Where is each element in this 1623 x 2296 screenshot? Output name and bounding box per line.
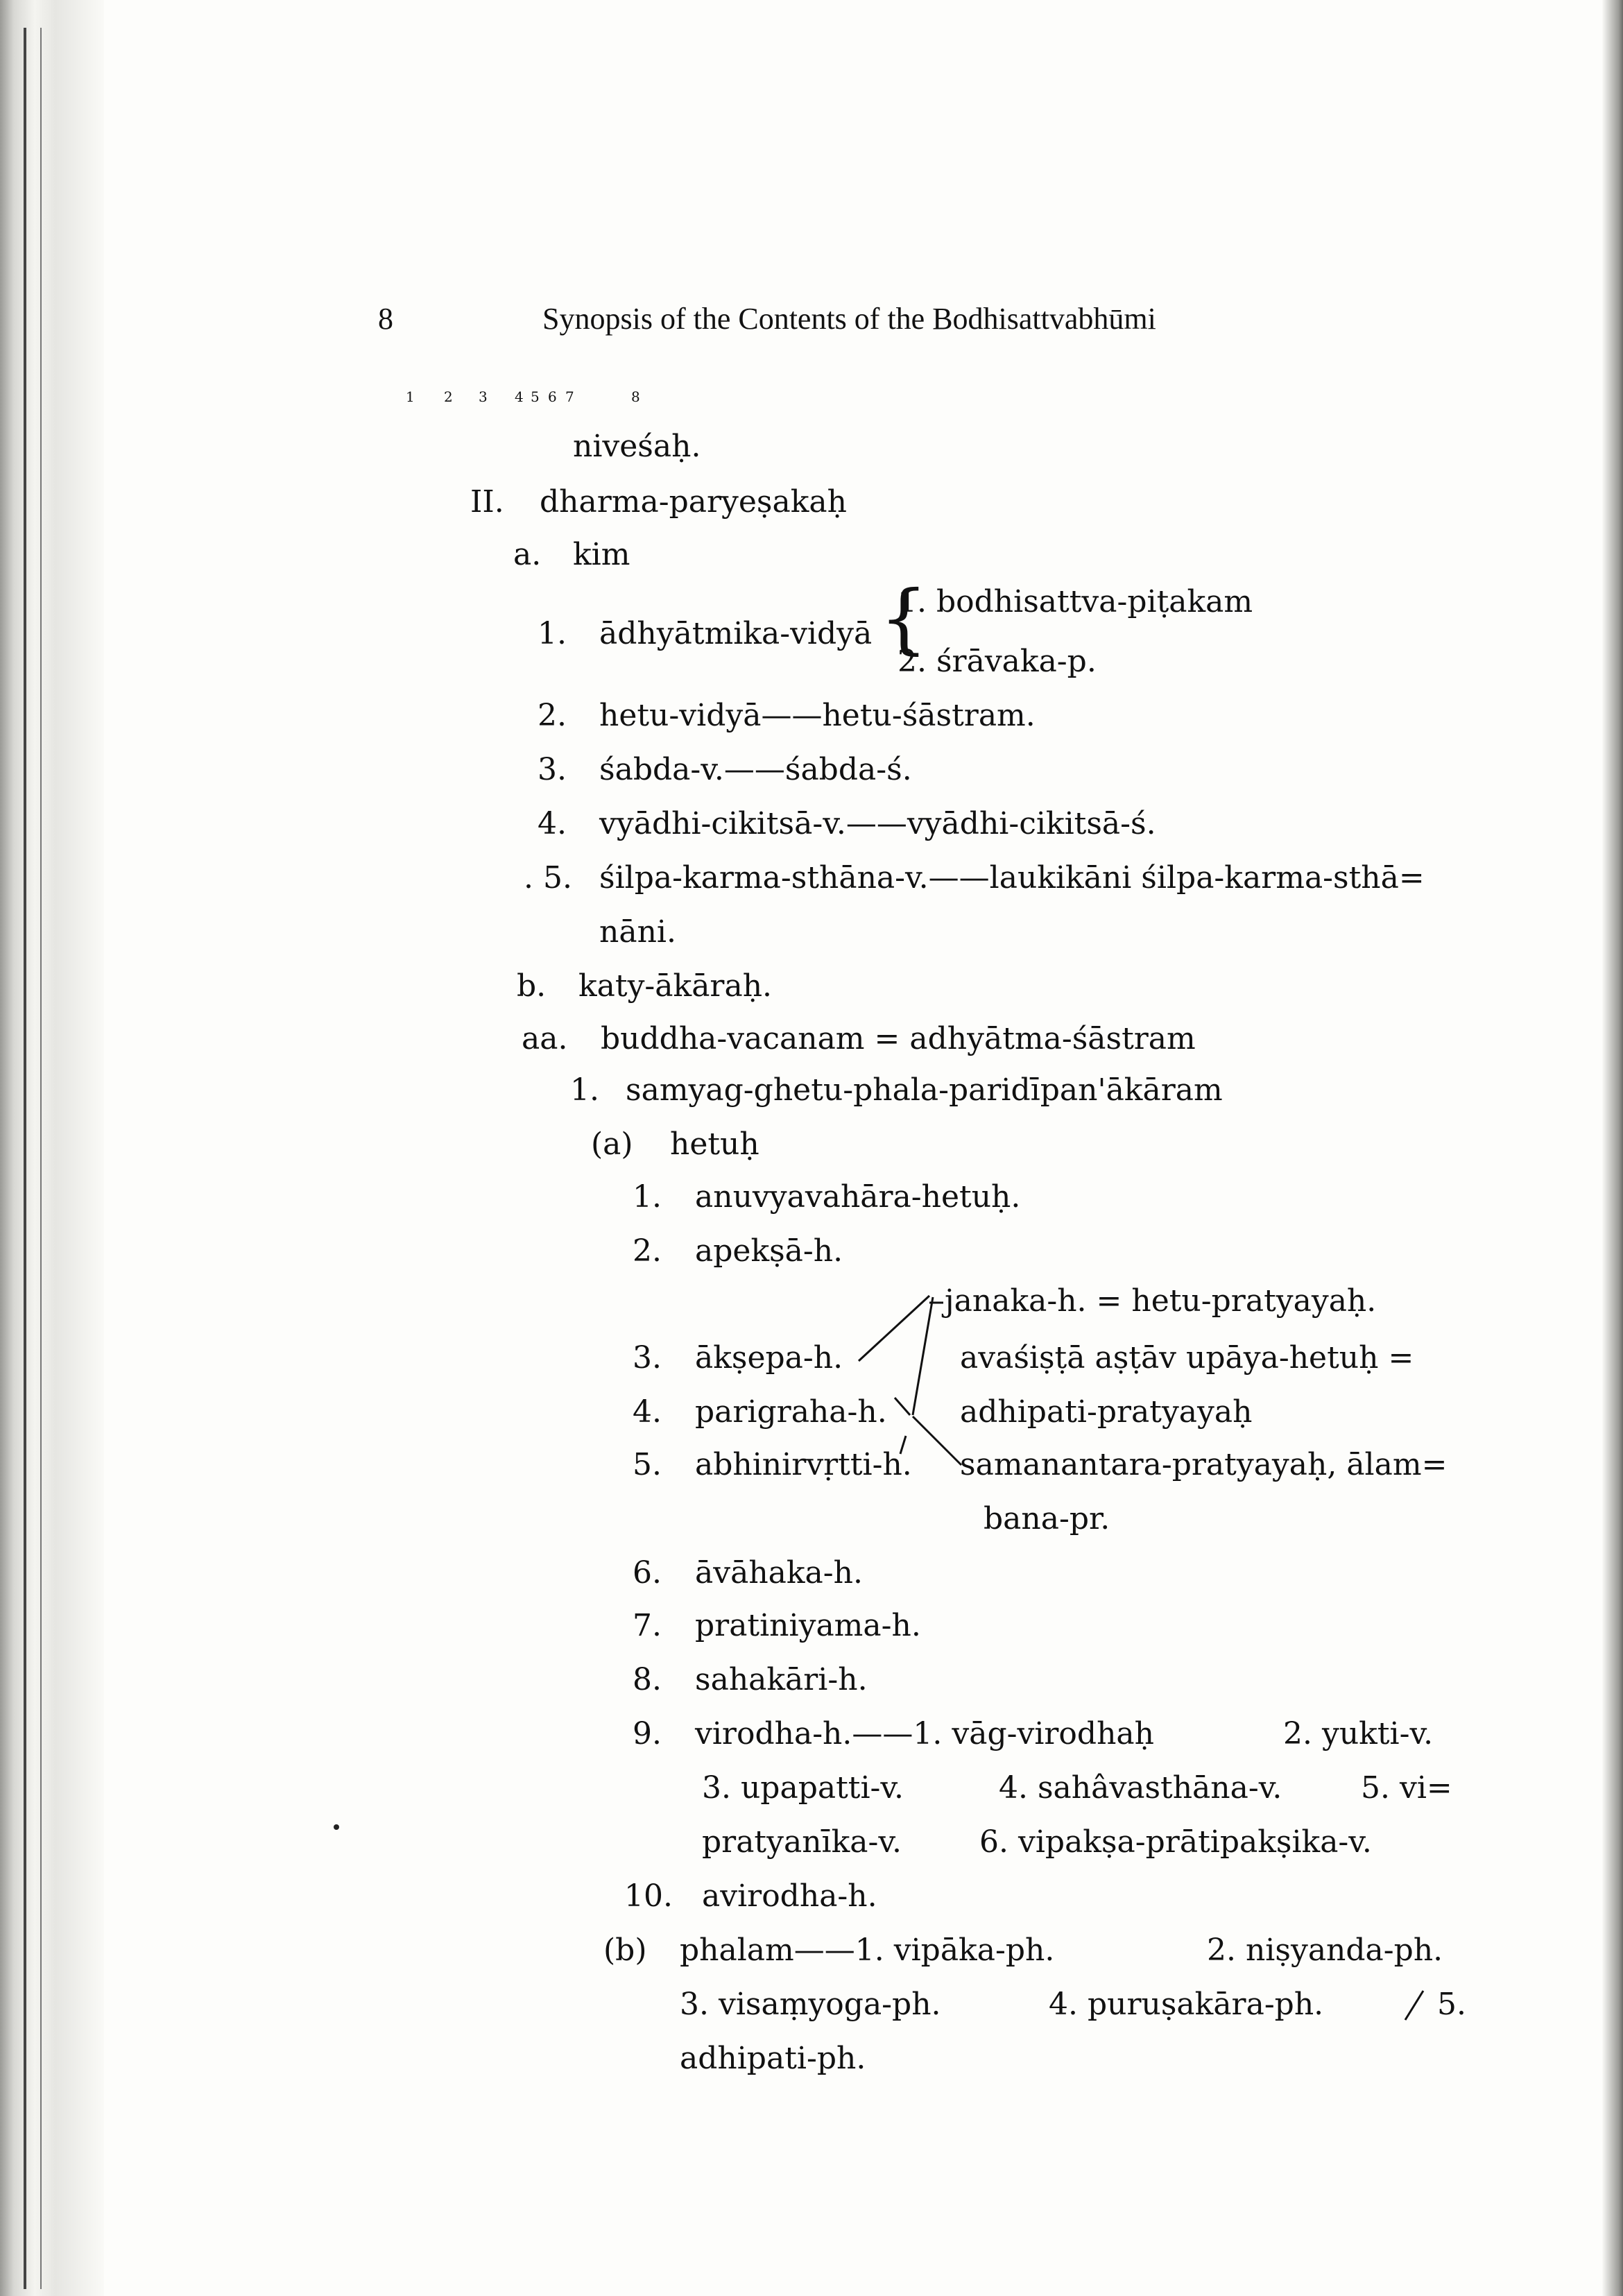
item-phalam-number: (b) [603, 1933, 647, 1968]
connector-vertical [913, 1297, 933, 1415]
page-number: 8 [378, 302, 393, 336]
adhipati-pratyaya-line: adhipati-pratyayaḥ [960, 1394, 1253, 1430]
hetu-9-pratyanika: pratyanīka-v. [702, 1824, 902, 1860]
hetu-6-number: 6. [633, 1555, 662, 1591]
level-ruler-8: 8 [631, 388, 640, 405]
section-2-heading: dharma-paryeṣakaḥ [540, 484, 847, 520]
item-aa1-label: samyag-ghetu-phala-paridīpan'ākāram [626, 1072, 1223, 1108]
hetu-1-number: 1. [633, 1179, 662, 1215]
janaka-line: janaka-h. = hetu-pratyayaḥ. [945, 1283, 1377, 1319]
hetu-4-label: parigraha-h. [695, 1394, 887, 1430]
item-a-label: kim [573, 537, 630, 572]
speck [334, 1824, 339, 1830]
hetu-10-label: avirodha-h. [702, 1878, 877, 1914]
item-a4-number: 4. [538, 806, 567, 841]
item-b-number: b. [517, 968, 547, 1004]
level-ruler-1: 1 [406, 388, 415, 405]
samanantara-line: samanantara-pratyayaḥ, ālam= [960, 1447, 1448, 1482]
item-aa1-number: 1. [570, 1072, 599, 1108]
hetu-9-sahavasthana: 4. sahâvasthāna-v. [999, 1770, 1282, 1806]
item-a1-sub1: 1. bodhisattva-piṭakam [898, 584, 1253, 619]
level-ruler-3: 3 [479, 388, 488, 405]
item-a-number: a. [513, 537, 542, 572]
phalam-5-continuation: adhipati-ph. [680, 2041, 866, 2076]
level-ruler-5: 5 [531, 388, 540, 405]
item-a5-number: . 5. [524, 860, 572, 896]
item-aa-number: aa. [522, 1021, 568, 1056]
hetu-8-label: sahakāri-h. [695, 1662, 868, 1697]
hetu-7-label: pratiniyama-h. [695, 1608, 921, 1643]
level-ruler-2: 2 [444, 388, 453, 405]
bana-line: bana-pr. [984, 1501, 1110, 1536]
item-a5-label: śilpa-karma-sthāna-v.——laukikāni śilpa-karma-sthā= [599, 860, 1425, 896]
page-title: Synopsis of the Contents of the Bodhisattvabhūmi [542, 302, 1156, 336]
line-nivesah: niveśaḥ. [573, 429, 701, 464]
item-a2-label: hetu-vidyā——hetu-śāstram. [599, 698, 1036, 733]
hetu-9-vi: 5. vi= [1361, 1770, 1452, 1806]
connector-phalam-5 [1405, 1991, 1423, 2020]
item-hetu-number: (a) [591, 1126, 633, 1162]
connector-parigraha [895, 1398, 910, 1415]
item-a4-label: vyādhi-cikitsā-v.——vyādhi-cikitsā-ś. [599, 806, 1156, 841]
hetu-9-label: virodha-h.——1. vāg-virodhaḥ [695, 1716, 1154, 1751]
hetu-4-number: 4. [633, 1394, 662, 1430]
item-hetu-label: hetuḥ [670, 1126, 759, 1162]
hetu-5-label: abhinirvṛtti-h. [695, 1447, 912, 1482]
hetu-10-number: 10. [624, 1878, 673, 1914]
hetu-8-number: 8. [633, 1662, 662, 1697]
hetu-6-label: āvāhaka-h. [695, 1555, 863, 1591]
hetu-9-upapatti: 3. upapatti-v. [702, 1770, 904, 1806]
hetu-3-number: 3. [633, 1340, 662, 1376]
hetu-9-number: 9. [633, 1716, 662, 1751]
hetu-5-number: 5. [633, 1447, 662, 1482]
item-a2-number: 2. [538, 698, 567, 733]
avasista-line: avaśiṣṭā aṣṭāv upāya-hetuḥ = [960, 1340, 1414, 1376]
hetu-9-yukti: 2. yukti-v. [1283, 1716, 1434, 1751]
phalam-3: 3. visaṃyoga-ph. [680, 1987, 941, 2022]
level-ruler-7: 7 [565, 388, 574, 405]
level-ruler-4: 4 [515, 388, 524, 405]
level-ruler-6: 6 [548, 388, 557, 405]
hetu-1-label: anuvyavahāra-hetuḥ. [695, 1179, 1021, 1215]
hetu-2-label: apekṣā-h. [695, 1233, 843, 1269]
item-a3-label: śabda-v.——śabda-ś. [599, 752, 912, 787]
connector-samanantara [913, 1416, 961, 1465]
item-aa-label: buddha-vacanam = adhyātma-śāstram [601, 1021, 1196, 1056]
hetu-2-number: 2. [633, 1233, 662, 1269]
connector-small [900, 1436, 906, 1454]
phalam-4: 4. puruṣakāra-ph. [1049, 1987, 1324, 2022]
item-a1-label: ādhyātmika-vidyā [599, 616, 873, 651]
curly-brace: { [879, 574, 928, 662]
item-phalam-label: phalam——1. vipāka-ph. [680, 1933, 1055, 1968]
item-a1-sub2: 2. śrāvaka-p. [898, 644, 1097, 679]
item-b-label: katy-ākāraḥ. [578, 968, 773, 1004]
hetu-3-label: ākṣepa-h. [695, 1340, 843, 1376]
connector-akshepa [859, 1296, 929, 1361]
phalam-2: 2. niṣyanda-ph. [1207, 1933, 1443, 1968]
item-a3-number: 3. [538, 752, 567, 787]
hetu-7-number: 7. [633, 1608, 662, 1643]
section-2-number: II. [470, 484, 504, 520]
hetu-9-vipaksa: 6. vipakṣa-prātipakṣika-v. [979, 1824, 1372, 1860]
item-a1-number: 1. [538, 616, 567, 651]
item-a5-continuation: nāni. [599, 914, 676, 950]
phalam-5: 5. [1437, 1987, 1466, 2022]
